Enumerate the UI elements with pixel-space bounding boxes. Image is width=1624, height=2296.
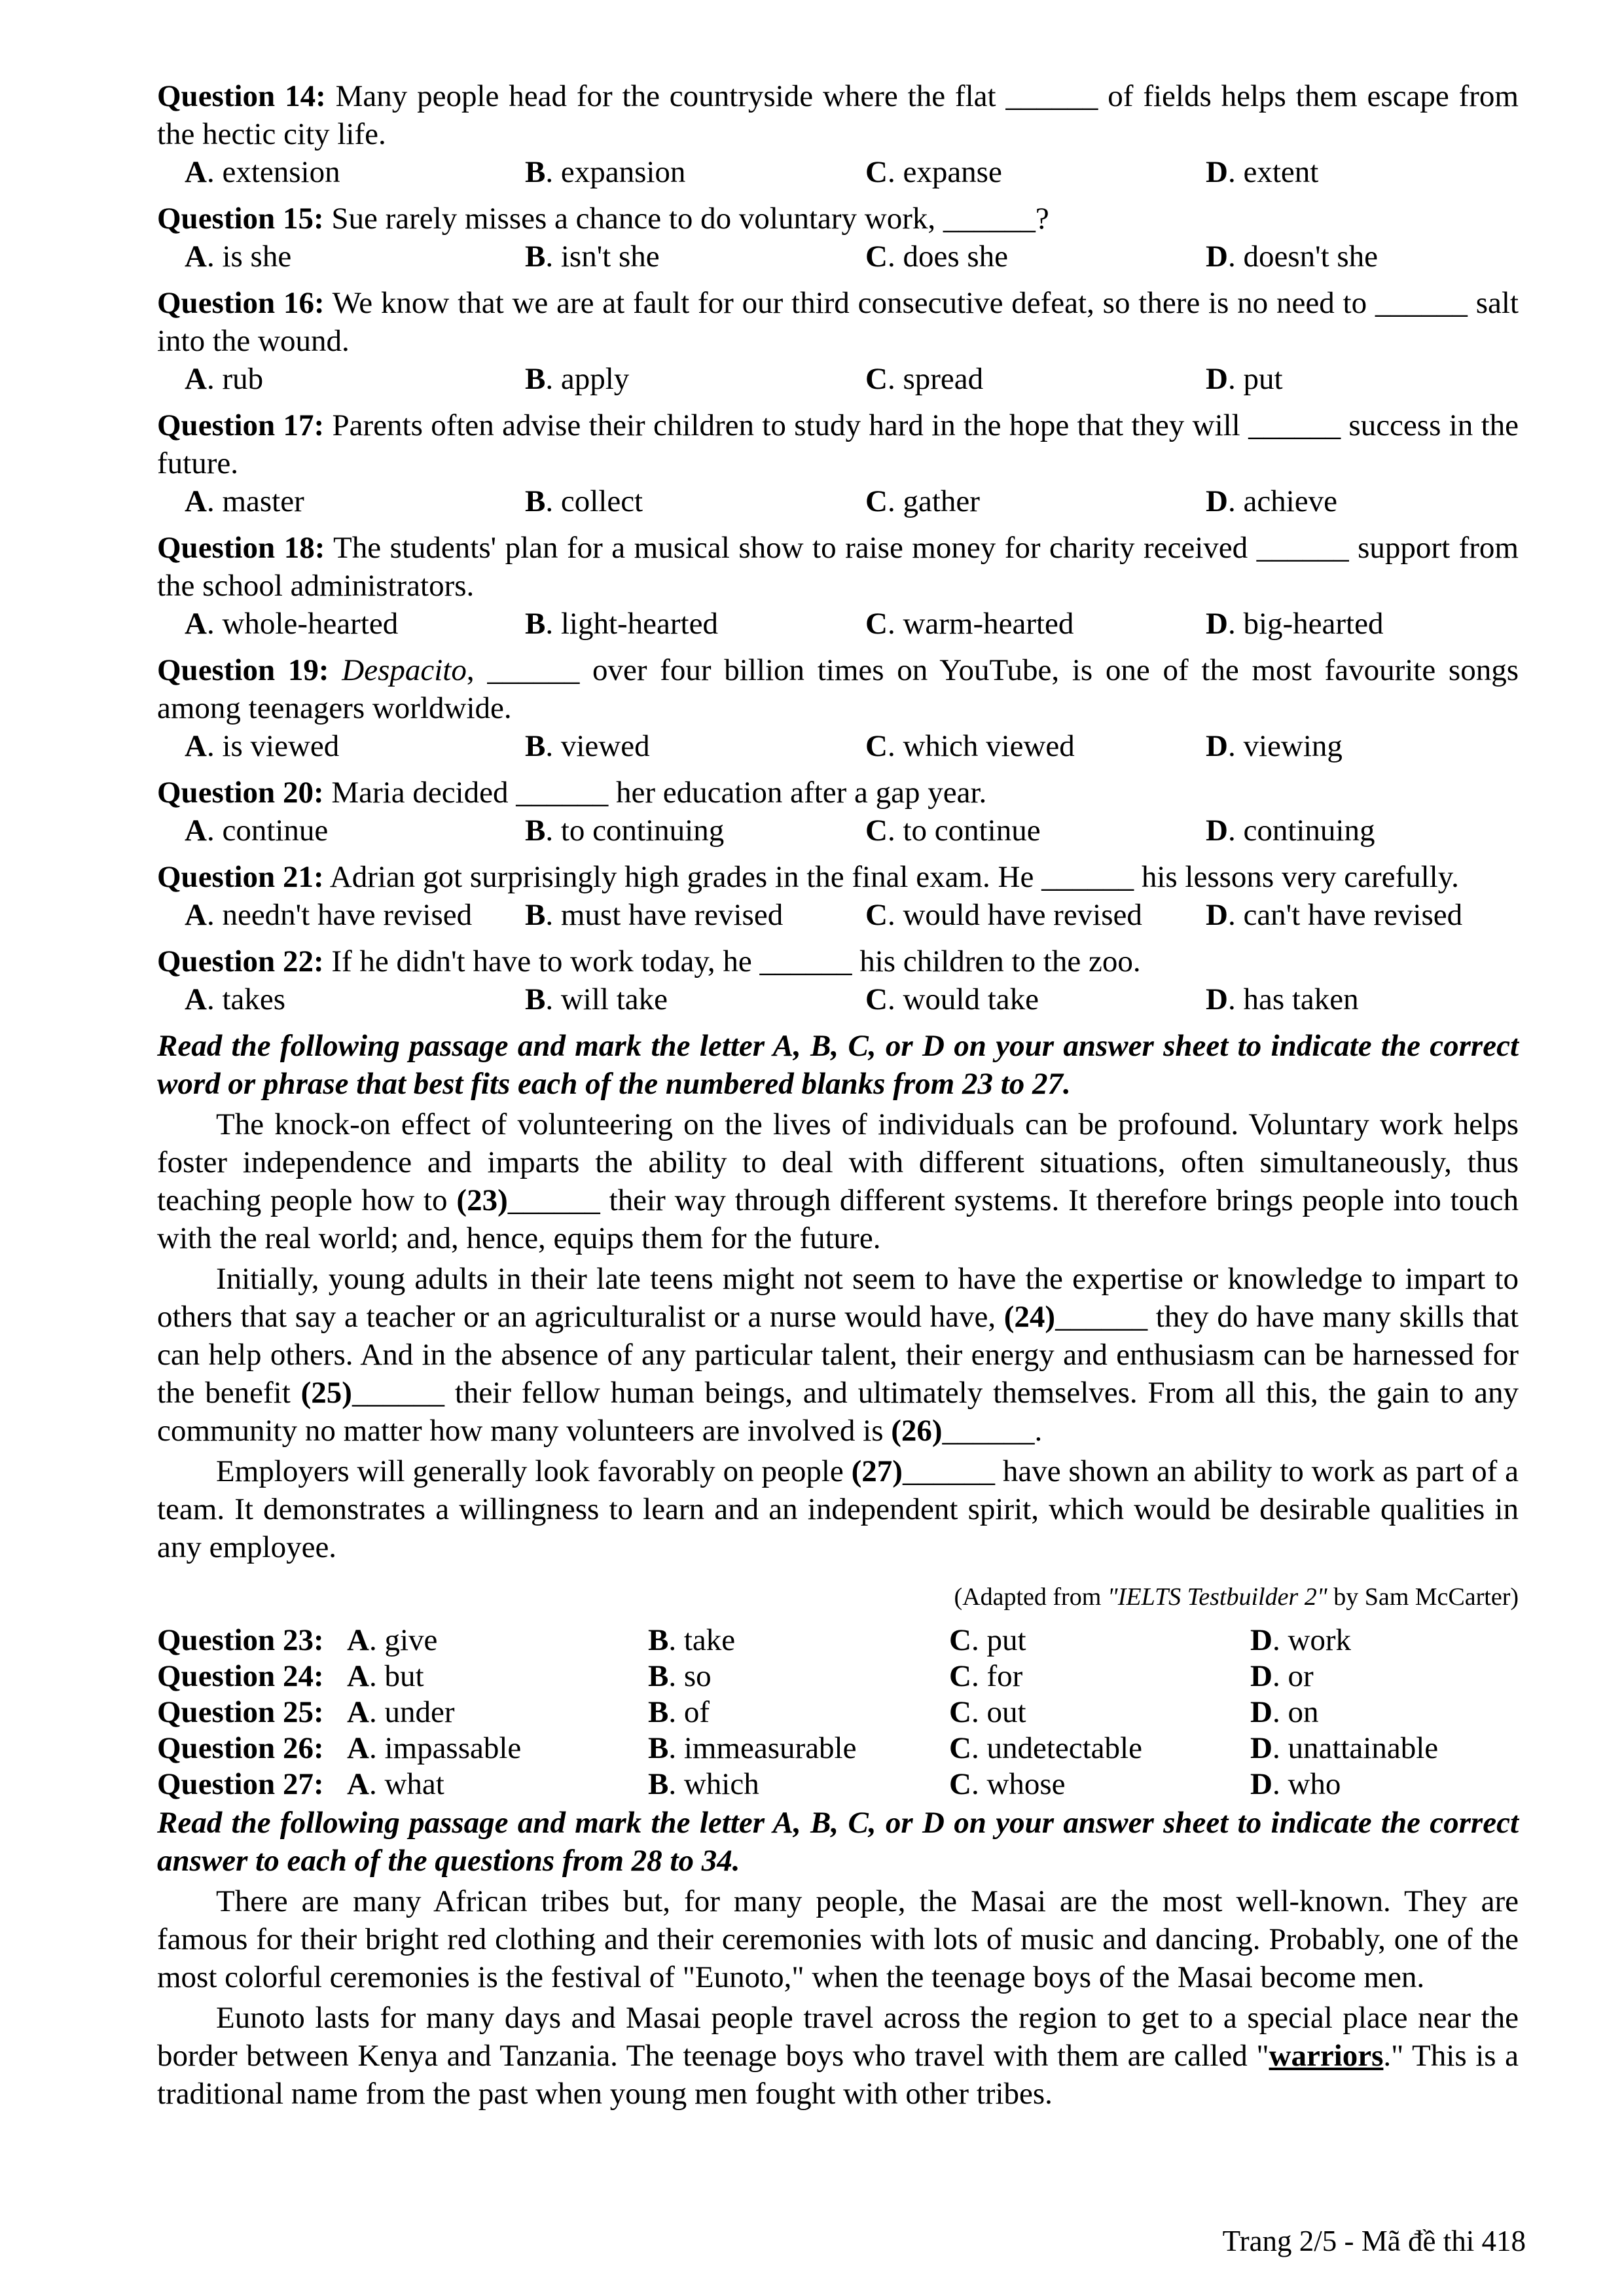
answer-options-23-27: [157, 1623, 1519, 1803]
question-25-label: Question 25:: [157, 1695, 324, 1729]
option-b[interactable]: B. viewed: [525, 729, 650, 763]
passage-paragraph-1: The knock-on effect of volunteering on the lives of individuals can be profound. Voluntary work helps foster independence and imparts the ability to deal with different situations, often simultaneously, thus teaching people how to (23)______ their way through different systems. It therefore brings people into touch with the real world; and, hence, equips them for the future.: [157, 1107, 1519, 1255]
option-c[interactable]: C. undetectable: [949, 1731, 1142, 1765]
option-a[interactable]: A. give: [347, 1623, 438, 1657]
passage-source: (Adapted from "IELTS Testbuilder 2" by Sam McCarter): [954, 1583, 1519, 1611]
question-24-label: Question 24:: [157, 1659, 324, 1693]
option-c[interactable]: C. to continue: [865, 814, 1041, 848]
options: [157, 482, 1519, 520]
question-label: Question 17:: [157, 408, 325, 442]
passage-paragraph-2: Initially, young adults in their late teens might not seem to have the expertise or knowledge to impart to others that say a teacher or an agriculturalist or a nurse would have, (24)______ they do have many skills that can help others. And in the absence of any particular talent, their energy and enthusiasm can be harnessed for the benefit (25)______ their fellow human beings, and ultimately themselves. From all this, the gain to any community no matter how many volunteers are involved is (26)______.: [157, 1262, 1519, 1448]
question-23-label: Question 23:: [157, 1623, 324, 1657]
question-19: [157, 651, 1519, 765]
question-label: Question 14:: [157, 79, 326, 113]
option-b[interactable]: B. collect: [525, 484, 643, 518]
question-label: Question 15:: [157, 202, 324, 236]
option-d[interactable]: D. has taken: [1206, 982, 1359, 1016]
option-a[interactable]: A. is she: [185, 240, 292, 274]
question-22: [157, 942, 1519, 1018]
option-b[interactable]: B. take: [648, 1623, 736, 1657]
option-b[interactable]: B. expansion: [525, 155, 686, 189]
option-d[interactable]: D. unattainable: [1250, 1731, 1439, 1765]
option-c[interactable]: C. would take: [865, 982, 1039, 1016]
question-label: Question 22:: [157, 944, 324, 978]
question-text: The students' plan for a musical show to raise money for charity received ______ support from the school administrators.: [157, 531, 1519, 603]
options: [157, 238, 1519, 276]
passage-volunteering: [157, 1105, 1519, 1566]
option-b[interactable]: B. of: [648, 1695, 710, 1729]
option-d[interactable]: D. achieve: [1206, 484, 1337, 518]
passage-paragraph-1: There are many African tribes but, for many people, the Masai are the most well-known. They are famous for their bright red clothing and their ceremonies with lots of music and dancing. Probably, one of the most colorful ceremonies is the festival of "Eunoto," when the teenage boys of the Masai become men.: [157, 1884, 1519, 1994]
option-c[interactable]: C. gather: [865, 484, 980, 518]
option-c[interactable]: C. for: [949, 1659, 1023, 1693]
option-c[interactable]: C. warm-hearted: [865, 607, 1074, 641]
question-label: Question 18:: [157, 531, 325, 565]
question-text: , ______ over four billion times on YouTube, is one of the most favourite songs among teenagers worldwide.: [157, 653, 1519, 725]
option-c[interactable]: C. which viewed: [865, 729, 1075, 763]
option-b[interactable]: B. will take: [525, 982, 668, 1016]
option-b[interactable]: B. so: [648, 1659, 712, 1693]
option-d[interactable]: D. on: [1250, 1695, 1319, 1729]
blank-25: (25): [300, 1376, 352, 1410]
option-c[interactable]: C. would have revised: [865, 898, 1142, 932]
option-c[interactable]: C. out: [949, 1695, 1026, 1729]
question-label: Question 21:: [157, 860, 324, 894]
options: [157, 896, 1519, 934]
option-d[interactable]: D. extent: [1206, 155, 1319, 189]
option-a[interactable]: A. under: [347, 1695, 455, 1729]
option-d[interactable]: D. or: [1250, 1659, 1314, 1693]
page-footer: Trang 2/5 - Mã đề thi 418: [1222, 2225, 1526, 2257]
option-b[interactable]: B. immeasurable: [648, 1731, 857, 1765]
blank-23: (23): [456, 1183, 508, 1217]
question-text: Sue rarely misses a chance to do voluntary work, ______?: [331, 202, 1049, 236]
option-c[interactable]: C. put: [949, 1623, 1026, 1657]
question-26-label: Question 26:: [157, 1731, 324, 1765]
options: [157, 812, 1519, 850]
question-21: [157, 858, 1519, 934]
options: [157, 727, 1519, 765]
option-b[interactable]: B. isn't she: [525, 240, 660, 274]
option-d[interactable]: D. can't have revised: [1206, 898, 1463, 932]
options: [157, 980, 1519, 1018]
question-20: [157, 774, 1519, 850]
option-c[interactable]: C. whose: [949, 1767, 1066, 1801]
question-17: [157, 406, 1519, 520]
underlined-word-warriors: warriors: [1269, 2039, 1384, 2073]
question-label: Question 20:: [157, 776, 324, 810]
blank-26: (26): [891, 1414, 943, 1448]
option-d[interactable]: D. who: [1250, 1767, 1341, 1801]
option-d[interactable]: D. viewing: [1206, 729, 1343, 763]
option-d[interactable]: D. put: [1206, 362, 1283, 396]
instruction-23-27: Read the following passage and mark the letter A, B, C, or D on your answer sheet to indicate the correct word or phrase that best fits each of the numbered blanks from 23 to 27.: [157, 1029, 1519, 1101]
option-a[interactable]: A. rub: [185, 362, 264, 396]
option-d[interactable]: D. doesn't she: [1206, 240, 1379, 274]
question-text: If he didn't have to work today, he ______ his children to the zoo.: [331, 944, 1141, 978]
option-b[interactable]: B. light-hearted: [525, 607, 718, 641]
question-label: Question 16:: [157, 286, 325, 320]
question-text: Parents often advise their children to study hard in the hope that they will ______ success in the future.: [157, 408, 1519, 480]
passage-masai: [157, 1882, 1519, 2113]
exam-page: [157, 77, 1519, 2115]
option-a[interactable]: A. but: [347, 1659, 424, 1693]
passage-paragraph-3: Employers will generally look favorably on people (27)______ have shown an ability to work as part of a team. It demonstrates a willingness to learn and an independent spirit, which would be desirable qualities in any employee.: [157, 1454, 1519, 1564]
option-d[interactable]: D. work: [1250, 1623, 1352, 1657]
blank-24: (24): [1003, 1300, 1056, 1334]
option-a[interactable]: A. extension: [185, 155, 340, 189]
option-a[interactable]: A. continue: [185, 814, 329, 848]
question-27-label: Question 27:: [157, 1767, 324, 1801]
options: [157, 605, 1519, 643]
blank-27: (27): [851, 1454, 903, 1488]
option-a[interactable]: A. what: [347, 1767, 444, 1801]
option-b[interactable]: B. to continuing: [525, 814, 725, 848]
option-a[interactable]: A. master: [185, 484, 304, 518]
question-15: [157, 200, 1519, 276]
option-a[interactable]: A. is viewed: [185, 729, 340, 763]
question-text: Many people head for the countryside where the flat ______ of fields helps them escape from the hectic city life.: [157, 79, 1519, 151]
option-b[interactable]: B. apply: [525, 362, 630, 396]
instruction-28-34: Read the following passage and mark the letter A, B, C, or D on your answer sheet to indicate the correct answer to each of the questions from 28 to 34.: [157, 1806, 1519, 1878]
question-text: Maria decided ______ her education after a gap year.: [331, 776, 987, 810]
question-18: [157, 529, 1519, 643]
option-a[interactable]: A. needn't have revised: [185, 898, 473, 932]
question-group-14-18: [157, 77, 1519, 643]
question-text: We know that we are at fault for our third consecutive defeat, so there is no need to ______ salt into the wound.: [157, 286, 1519, 358]
question-label: Question 19:: [157, 653, 329, 687]
options: [157, 360, 1519, 398]
option-a[interactable]: A. takes: [185, 982, 286, 1016]
options: [157, 153, 1519, 191]
option-c[interactable]: C. does she: [865, 240, 1009, 274]
option-b[interactable]: B. which: [648, 1767, 759, 1801]
option-c[interactable]: C. expanse: [865, 155, 1002, 189]
passage-paragraph-2: Eunoto lasts for many days and Masai people travel across the region to get to a special place near the border between Kenya and Tanzania. The teenage boys who travel with them are called "warriors." This is a traditional name from the past when young men fought with other tribes.: [157, 2001, 1519, 2111]
option-d[interactable]: D. big-hearted: [1206, 607, 1384, 641]
option-b[interactable]: B. must have revised: [525, 898, 784, 932]
question-text: Adrian got surprisingly high grades in the final exam. He ______ his lessons very carefully.: [329, 860, 1459, 894]
option-d[interactable]: D. continuing: [1206, 814, 1375, 848]
option-a[interactable]: A. whole-hearted: [185, 607, 399, 641]
song-title: Despacito: [342, 653, 467, 687]
question-16: [157, 284, 1519, 398]
question-14: [157, 77, 1519, 191]
option-a[interactable]: A. impassable: [347, 1731, 522, 1765]
option-c[interactable]: C. spread: [865, 362, 984, 396]
